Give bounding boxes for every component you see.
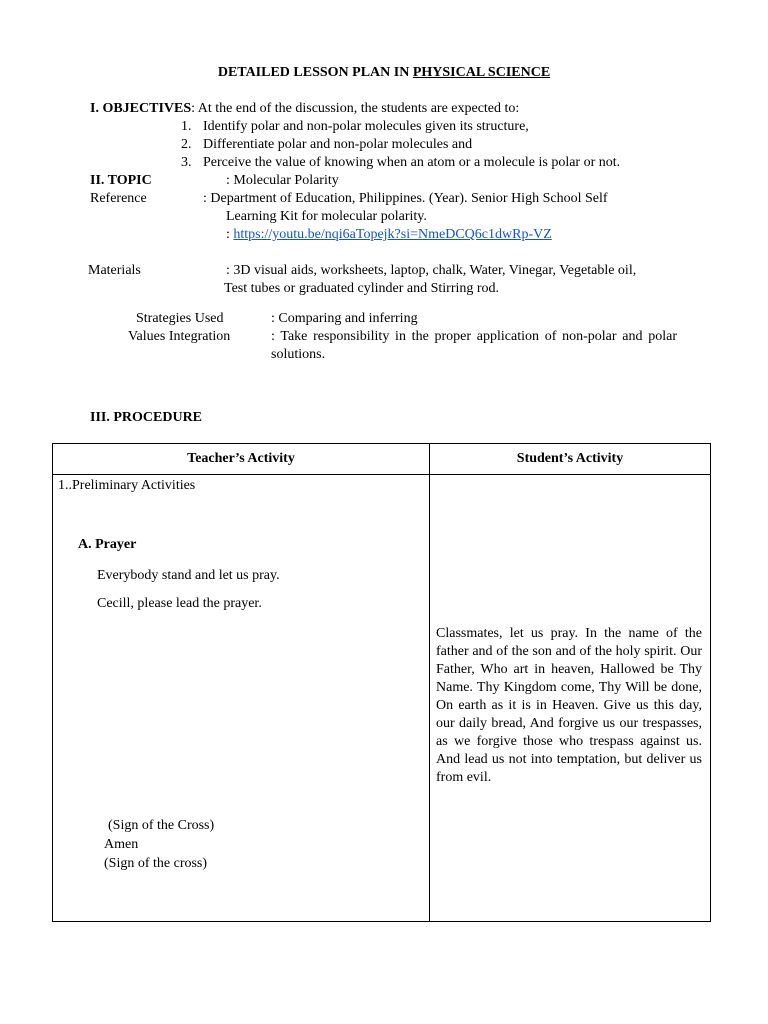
teacher-line-2: Cecill, please lead the prayer. — [97, 596, 262, 611]
title-subject: PHYSICAL SCIENCE — [412, 65, 551, 80]
student-prayer-text: Classmates, let us pray. In the name of the father and of the son and of the holy spirit. Our Father, Who art in heaven, Hallowed be Thy Name. Thy Kingdom come, Thy Will be done, On earth as it is in Heaven. Give us this day, our daily bread, And forgive us our trespasses, as we forgive those who trespass against us. And lead us not into temptation, but deliver us from evil. — [436, 626, 702, 785]
objectives-line — [90, 100, 519, 118]
procedure-table — [52, 443, 711, 922]
strategies-label: Strategies Used — [136, 311, 224, 326]
student-activity-cell — [430, 475, 711, 922]
sign-of-cross-1: (Sign of the Cross) — [108, 818, 215, 833]
procedure-heading: III. PROCEDURE — [90, 410, 203, 425]
amen-text: Amen — [104, 837, 139, 852]
reference-line-1: : Department of Education, Philippines. (Year). Senior High School Self — [203, 191, 608, 206]
title-prefix: DETAILED LESSON PLAN IN — [217, 65, 413, 80]
teacher-activity-header: Teacher’s Activity — [53, 444, 430, 475]
materials-line-2: Test tubes or graduated cylinder and Stirring rod. — [224, 281, 500, 296]
objective-number-1: 1. — [181, 119, 192, 134]
topic-heading: II. TOPIC — [90, 173, 152, 188]
reference-link-line — [226, 226, 552, 244]
document-title — [0, 64, 768, 82]
values-label: Values Integration — [128, 329, 231, 344]
objectives-heading: I. OBJECTIVES — [90, 101, 192, 116]
objective-number-3: 3. — [181, 155, 192, 170]
preliminary-activities: 1..Preliminary Activities — [58, 478, 196, 493]
objective-text-3: Perceive the value of knowing when an atom or a molecule is polar or not. — [203, 155, 621, 170]
values-value: : Take responsibility in the proper application of non-polar and polar solutions. — [271, 329, 677, 362]
reference-link[interactable]: https://youtu.be/nqi6aTopejk?si=NmeDCQ6c1dwRp-VZ — [233, 227, 552, 242]
reference-label: Reference — [90, 191, 147, 206]
materials-label: Materials — [88, 263, 141, 278]
objectives-intro: : At the end of the discussion, the students are expected to: — [191, 101, 520, 116]
prayer-heading: A. Prayer — [78, 537, 137, 552]
teacher-line-1: Everybody stand and let us pray. — [97, 568, 280, 583]
teacher-activity-cell — [53, 475, 430, 922]
topic-value: : Molecular Polarity — [226, 173, 339, 188]
procedure-header-row — [53, 444, 711, 475]
strategies-value: : Comparing and inferring — [271, 311, 418, 326]
objective-text-1: Identify polar and non-polar molecules given its structure, — [203, 119, 529, 134]
sign-of-cross-2: (Sign of the cross) — [104, 856, 208, 871]
reference-line-2: Learning Kit for molecular polarity. — [226, 209, 427, 224]
objective-text-2: Differentiate polar and non-polar molecules and — [203, 137, 473, 152]
procedure-row — [53, 475, 711, 922]
objective-number-2: 2. — [181, 137, 192, 152]
reference-link-prefix: : — [226, 227, 234, 242]
materials-line-1: : 3D visual aids, worksheets, laptop, chalk, Water, Vinegar, Vegetable oil, — [226, 263, 637, 278]
student-activity-header: Student’s Activity — [430, 444, 711, 475]
